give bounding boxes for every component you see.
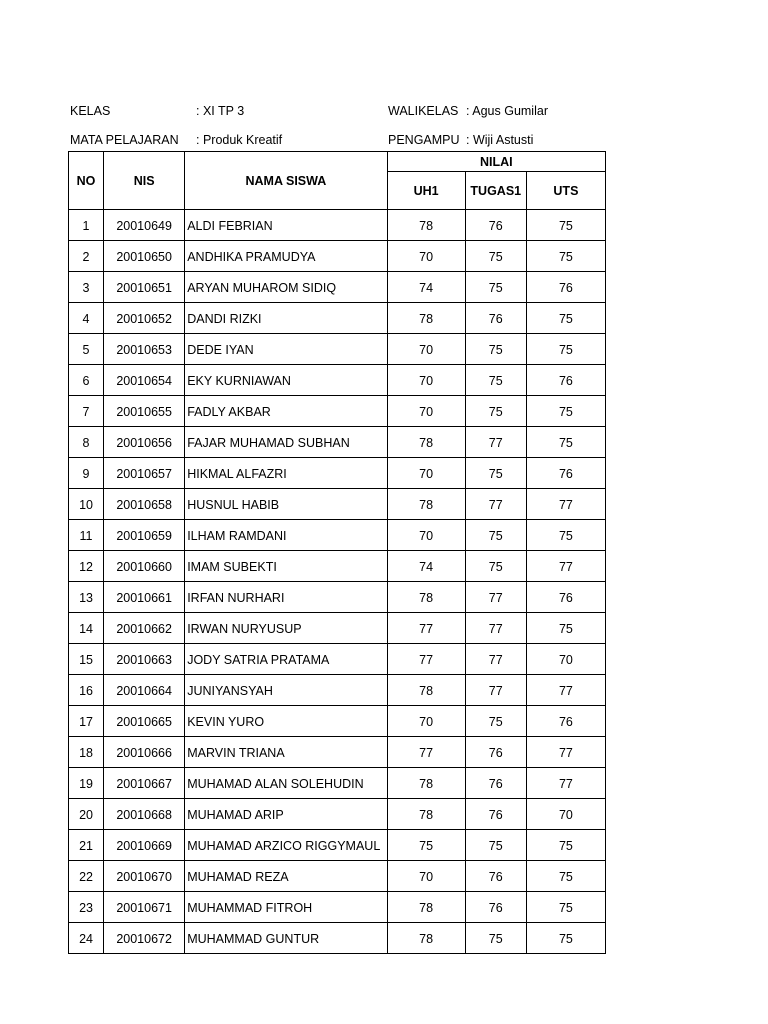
cell-uh1: 70 bbox=[387, 706, 465, 737]
cell-uts: 75 bbox=[526, 427, 605, 458]
cell-no: 11 bbox=[69, 520, 104, 551]
cell-uts: 77 bbox=[526, 675, 605, 706]
cell-uts: 75 bbox=[526, 861, 605, 892]
cell-nis: 20010660 bbox=[104, 551, 185, 582]
cell-tugas1: 77 bbox=[465, 675, 526, 706]
cell-nis: 20010653 bbox=[104, 334, 185, 365]
cell-no: 10 bbox=[69, 489, 104, 520]
cell-tugas1: 77 bbox=[465, 613, 526, 644]
table-row bbox=[69, 706, 606, 737]
pengampu-value: : Wiji Astusti bbox=[466, 133, 534, 147]
cell-no: 12 bbox=[69, 551, 104, 582]
cell-nis: 20010661 bbox=[104, 582, 185, 613]
cell-tugas1: 75 bbox=[465, 334, 526, 365]
cell-uh1: 70 bbox=[387, 396, 465, 427]
walikelas-value: : Agus Gumilar bbox=[466, 104, 548, 118]
cell-tugas1: 75 bbox=[465, 520, 526, 551]
table-row bbox=[69, 210, 606, 241]
cell-uts: 76 bbox=[526, 582, 605, 613]
col-header-no: NO bbox=[69, 152, 104, 210]
cell-nis: 20010671 bbox=[104, 892, 185, 923]
cell-nama: JUNIYANSYAH bbox=[185, 675, 387, 706]
cell-nis: 20010666 bbox=[104, 737, 185, 768]
table-row bbox=[69, 334, 606, 365]
cell-nis: 20010668 bbox=[104, 799, 185, 830]
cell-uh1: 70 bbox=[387, 520, 465, 551]
table-row bbox=[69, 241, 606, 272]
cell-uts: 77 bbox=[526, 737, 605, 768]
mapel-label: MATA PELAJARAN bbox=[70, 133, 179, 147]
table-row bbox=[69, 427, 606, 458]
table-row bbox=[69, 892, 606, 923]
cell-uh1: 78 bbox=[387, 675, 465, 706]
cell-no: 22 bbox=[69, 861, 104, 892]
cell-nama: DANDI RIZKI bbox=[185, 303, 387, 334]
table-row bbox=[69, 675, 606, 706]
cell-tugas1: 76 bbox=[465, 768, 526, 799]
table-row bbox=[69, 520, 606, 551]
cell-uh1: 74 bbox=[387, 272, 465, 303]
cell-no: 7 bbox=[69, 396, 104, 427]
cell-uh1: 78 bbox=[387, 892, 465, 923]
cell-nis: 20010650 bbox=[104, 241, 185, 272]
cell-nama: ILHAM RAMDANI bbox=[185, 520, 387, 551]
cell-no: 16 bbox=[69, 675, 104, 706]
cell-uts: 75 bbox=[526, 613, 605, 644]
cell-tugas1: 75 bbox=[465, 706, 526, 737]
cell-nama: FADLY AKBAR bbox=[185, 396, 387, 427]
col-header-tugas1: TUGAS1 bbox=[465, 172, 526, 210]
cell-nis: 20010672 bbox=[104, 923, 185, 954]
cell-uh1: 77 bbox=[387, 613, 465, 644]
table-row bbox=[69, 644, 606, 675]
cell-no: 8 bbox=[69, 427, 104, 458]
cell-nama: IRFAN NURHARI bbox=[185, 582, 387, 613]
col-header-nama: NAMA SISWA bbox=[185, 152, 387, 210]
cell-uh1: 77 bbox=[387, 644, 465, 675]
cell-tugas1: 75 bbox=[465, 458, 526, 489]
mapel-value: : Produk Kreatif bbox=[196, 133, 283, 147]
kelas-value: : XI TP 3 bbox=[196, 104, 245, 118]
cell-nama: MUHAMAD ARZICO RIGGYMAUL bbox=[185, 830, 387, 861]
table-row bbox=[69, 923, 606, 954]
cell-no: 23 bbox=[69, 892, 104, 923]
cell-nama: ARYAN MUHAROM SIDIQ bbox=[185, 272, 387, 303]
col-header-uts: UTS bbox=[526, 172, 605, 210]
cell-tugas1: 76 bbox=[465, 303, 526, 334]
cell-uts: 75 bbox=[526, 520, 605, 551]
cell-no: 13 bbox=[69, 582, 104, 613]
cell-nama: DEDE IYAN bbox=[185, 334, 387, 365]
cell-nis: 20010656 bbox=[104, 427, 185, 458]
table-row bbox=[69, 582, 606, 613]
kelas-label: KELAS bbox=[70, 104, 111, 118]
col-header-nis: NIS bbox=[104, 152, 185, 210]
cell-uts: 76 bbox=[526, 365, 605, 396]
table-row bbox=[69, 272, 606, 303]
cell-tugas1: 76 bbox=[465, 799, 526, 830]
cell-uts: 75 bbox=[526, 396, 605, 427]
cell-uh1: 75 bbox=[387, 830, 465, 861]
cell-uh1: 70 bbox=[387, 241, 465, 272]
cell-nis: 20010665 bbox=[104, 706, 185, 737]
cell-nama: MUHAMAD ARIP bbox=[185, 799, 387, 830]
cell-nis: 20010662 bbox=[104, 613, 185, 644]
cell-uh1: 78 bbox=[387, 799, 465, 830]
cell-uts: 70 bbox=[526, 644, 605, 675]
pengampu-label: PENGAMPU bbox=[388, 133, 460, 147]
cell-no: 21 bbox=[69, 830, 104, 861]
cell-uh1: 70 bbox=[387, 458, 465, 489]
table-row bbox=[69, 303, 606, 334]
cell-uh1: 78 bbox=[387, 210, 465, 241]
cell-nama: MUHAMAD REZA bbox=[185, 861, 387, 892]
walikelas-label: WALIKELAS bbox=[388, 104, 459, 118]
cell-nama: FAJAR MUHAMAD SUBHAN bbox=[185, 427, 387, 458]
cell-tugas1: 75 bbox=[465, 396, 526, 427]
cell-nis: 20010669 bbox=[104, 830, 185, 861]
cell-no: 24 bbox=[69, 923, 104, 954]
cell-no: 17 bbox=[69, 706, 104, 737]
cell-nis: 20010651 bbox=[104, 272, 185, 303]
cell-uh1: 70 bbox=[387, 334, 465, 365]
cell-tugas1: 76 bbox=[465, 892, 526, 923]
cell-nama: MUHAMAD ALAN SOLEHUDIN bbox=[185, 768, 387, 799]
cell-nama: IMAM SUBEKTI bbox=[185, 551, 387, 582]
cell-nis: 20010657 bbox=[104, 458, 185, 489]
cell-nama: IRWAN NURYUSUP bbox=[185, 613, 387, 644]
table-row bbox=[69, 737, 606, 768]
cell-uts: 75 bbox=[526, 210, 605, 241]
grades-table bbox=[68, 151, 606, 954]
cell-no: 19 bbox=[69, 768, 104, 799]
cell-nis: 20010655 bbox=[104, 396, 185, 427]
cell-nis: 20010670 bbox=[104, 861, 185, 892]
cell-uts: 75 bbox=[526, 892, 605, 923]
cell-no: 18 bbox=[69, 737, 104, 768]
cell-no: 1 bbox=[69, 210, 104, 241]
cell-nis: 20010663 bbox=[104, 644, 185, 675]
table-row bbox=[69, 799, 606, 830]
cell-uh1: 78 bbox=[387, 582, 465, 613]
cell-tugas1: 75 bbox=[465, 365, 526, 396]
cell-nama: KEVIN YURO bbox=[185, 706, 387, 737]
cell-uh1: 78 bbox=[387, 489, 465, 520]
cell-tugas1: 75 bbox=[465, 551, 526, 582]
cell-no: 20 bbox=[69, 799, 104, 830]
table-row bbox=[69, 489, 606, 520]
cell-uts: 75 bbox=[526, 923, 605, 954]
cell-nis: 20010658 bbox=[104, 489, 185, 520]
cell-nama: EKY KURNIAWAN bbox=[185, 365, 387, 396]
cell-tugas1: 75 bbox=[465, 923, 526, 954]
col-header-uh1: UH1 bbox=[387, 172, 465, 210]
cell-nama: MARVIN TRIANA bbox=[185, 737, 387, 768]
cell-nis: 20010654 bbox=[104, 365, 185, 396]
cell-tugas1: 75 bbox=[465, 272, 526, 303]
cell-uts: 70 bbox=[526, 799, 605, 830]
cell-nama: HIKMAL ALFAZRI bbox=[185, 458, 387, 489]
cell-no: 14 bbox=[69, 613, 104, 644]
cell-no: 3 bbox=[69, 272, 104, 303]
cell-uts: 75 bbox=[526, 334, 605, 365]
cell-uts: 77 bbox=[526, 768, 605, 799]
cell-uh1: 70 bbox=[387, 861, 465, 892]
cell-nis: 20010649 bbox=[104, 210, 185, 241]
cell-tugas1: 77 bbox=[465, 427, 526, 458]
cell-no: 9 bbox=[69, 458, 104, 489]
cell-tugas1: 77 bbox=[465, 582, 526, 613]
cell-uts: 76 bbox=[526, 458, 605, 489]
cell-nis: 20010659 bbox=[104, 520, 185, 551]
cell-uts: 75 bbox=[526, 303, 605, 334]
table-row bbox=[69, 613, 606, 644]
table-row bbox=[69, 365, 606, 396]
cell-tugas1: 75 bbox=[465, 830, 526, 861]
cell-uts: 77 bbox=[526, 489, 605, 520]
table-row bbox=[69, 861, 606, 892]
cell-no: 15 bbox=[69, 644, 104, 675]
cell-uh1: 78 bbox=[387, 427, 465, 458]
cell-tugas1: 76 bbox=[465, 737, 526, 768]
table-row bbox=[69, 768, 606, 799]
cell-uh1: 78 bbox=[387, 923, 465, 954]
table-row bbox=[69, 396, 606, 427]
cell-nama: ALDI FEBRIAN bbox=[185, 210, 387, 241]
cell-uh1: 78 bbox=[387, 303, 465, 334]
cell-nis: 20010652 bbox=[104, 303, 185, 334]
cell-uts: 77 bbox=[526, 551, 605, 582]
cell-nama: MUHAMMAD FITROH bbox=[185, 892, 387, 923]
table-row bbox=[69, 458, 606, 489]
cell-nama: HUSNUL HABIB bbox=[185, 489, 387, 520]
cell-uts: 75 bbox=[526, 830, 605, 861]
cell-nis: 20010664 bbox=[104, 675, 185, 706]
table-row bbox=[69, 551, 606, 582]
cell-nis: 20010667 bbox=[104, 768, 185, 799]
cell-tugas1: 76 bbox=[465, 861, 526, 892]
col-header-nilai: NILAI bbox=[387, 152, 605, 172]
cell-no: 6 bbox=[69, 365, 104, 396]
cell-uts: 75 bbox=[526, 241, 605, 272]
cell-tugas1: 75 bbox=[465, 241, 526, 272]
cell-uts: 76 bbox=[526, 706, 605, 737]
cell-no: 2 bbox=[69, 241, 104, 272]
cell-uts: 76 bbox=[526, 272, 605, 303]
cell-nama: MUHAMMAD GUNTUR bbox=[185, 923, 387, 954]
cell-no: 5 bbox=[69, 334, 104, 365]
cell-nama: ANDHIKA PRAMUDYA bbox=[185, 241, 387, 272]
grades-body bbox=[69, 210, 606, 954]
cell-no: 4 bbox=[69, 303, 104, 334]
cell-uh1: 77 bbox=[387, 737, 465, 768]
cell-uh1: 70 bbox=[387, 365, 465, 396]
cell-tugas1: 76 bbox=[465, 210, 526, 241]
cell-tugas1: 77 bbox=[465, 644, 526, 675]
cell-uh1: 74 bbox=[387, 551, 465, 582]
cell-uh1: 78 bbox=[387, 768, 465, 799]
cell-nama: JODY SATRIA PRATAMA bbox=[185, 644, 387, 675]
cell-tugas1: 77 bbox=[465, 489, 526, 520]
table-row bbox=[69, 830, 606, 861]
